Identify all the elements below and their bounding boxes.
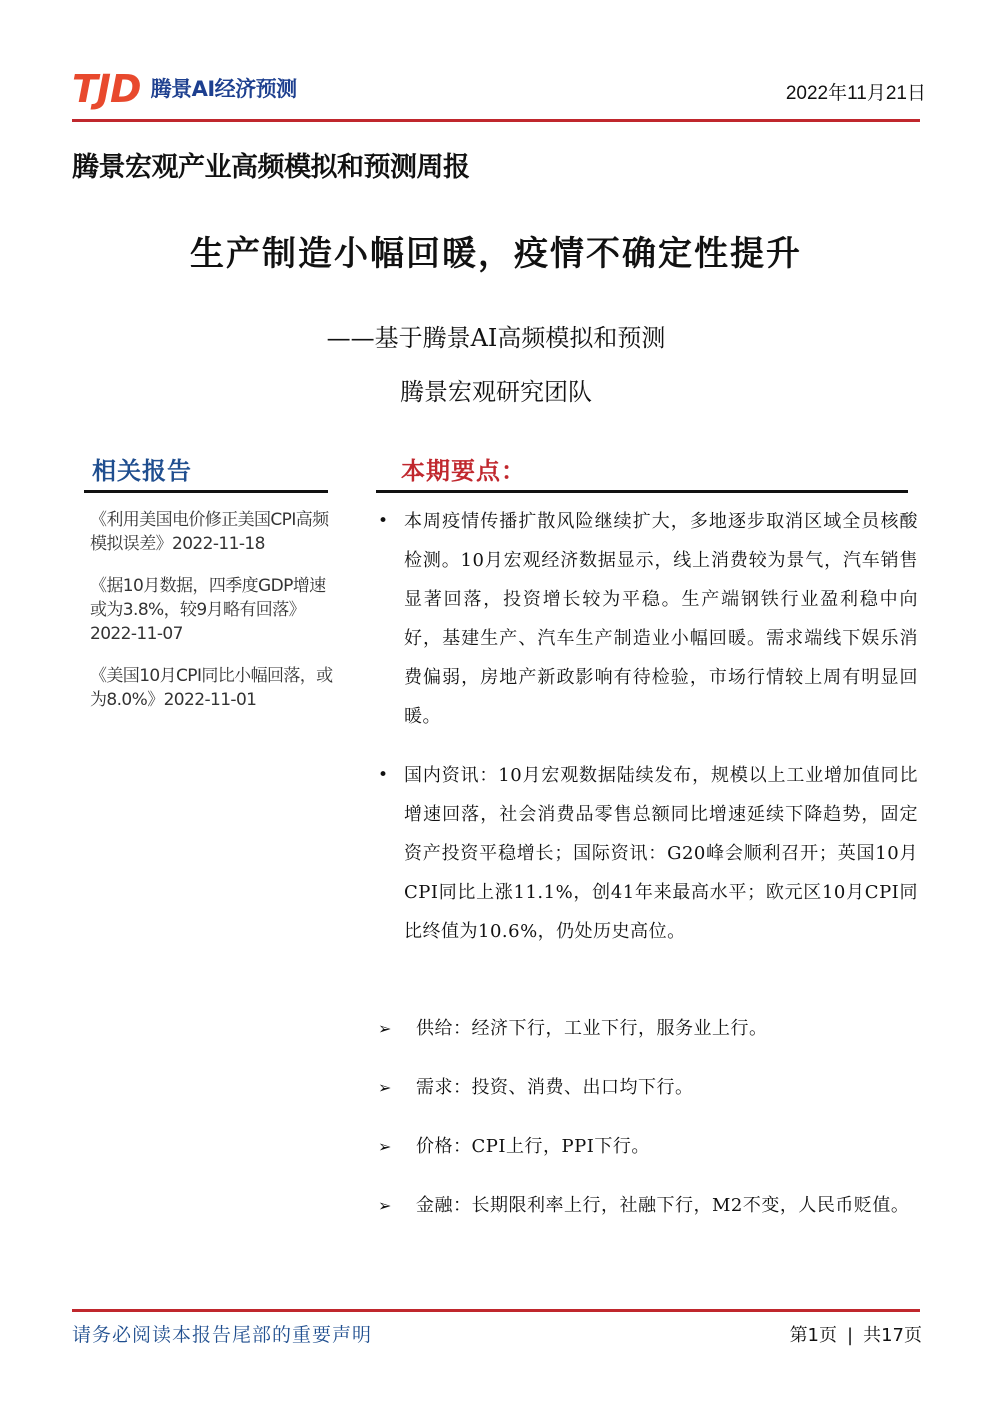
logo-text: 腾景AI经济预测: [150, 77, 297, 101]
weekly-report-title: 腾景宏观产业高频模拟和预测周报: [72, 152, 470, 183]
key-points-divider: [376, 490, 908, 493]
bullet-icon: •: [378, 511, 389, 531]
summary-item-price: [378, 1127, 918, 1166]
arrow-right-icon: ➢: [378, 1137, 392, 1156]
main-title: 生产制造小幅回暖，疫情不确定性提升: [190, 234, 802, 274]
related-report-item[interactable]: 《美国10月CPI同比小幅回落，或为8.0%》2022-11-01: [90, 666, 333, 710]
page-number: 第1页: [789, 1325, 838, 1346]
bullet-icon: •: [378, 765, 389, 785]
related-report-item[interactable]: 《据10月数据，四季度GDP增速或为3.8%，较9月略有回落》2022-11-07: [90, 576, 326, 644]
disclaimer-note: 请务必阅读本报告尾部的重要声明: [72, 1324, 373, 1346]
page-indicator: [790, 1321, 922, 1347]
footer-divider: [72, 1309, 920, 1312]
summary-text: 价格：CPI上行，PPI下行。: [416, 1136, 650, 1157]
key-point-bullet: [378, 502, 918, 736]
key-points-heading: 本期要点：: [401, 456, 526, 485]
summary-item-finance: [378, 1186, 918, 1225]
summary-text: 供给：经济下行，工业下行，服务业上行。: [416, 1018, 768, 1039]
summary-item-demand: [378, 1068, 918, 1107]
summary-text: 需求：投资、消费、出口均下行。: [416, 1077, 694, 1098]
arrow-right-icon: ➢: [378, 1078, 392, 1097]
author-team: 腾景宏观研究团队: [400, 378, 592, 406]
report-date: 2022年11月21日: [785, 83, 926, 104]
page-total: 共17页: [863, 1325, 922, 1346]
related-reports-heading: 相关报告: [92, 456, 192, 485]
key-point-text: 国内资讯：10月宏观数据陆续发布，规模以上工业增加值同比增速回落，社会消费品零售总额同比增速延续下降趋势，固定资产投资平稳增长；国际资讯：G20峰会顺利召开；英国10月CPI同比上涨11.1%，创41年来最高水平；欧元区10月CPI同比终值为10.6%，仍处历史高位。: [404, 765, 918, 942]
related-reports-divider: [84, 490, 328, 493]
logo-mark: TJD: [72, 67, 141, 111]
page-separator: |: [847, 1325, 854, 1346]
company-logo: [72, 67, 297, 111]
key-point-text: 本周疫情传播扩散风险继续扩大，多地逐步取消区域全员核酸检测。10月宏观经济数据显示，线上消费较为景气，汽车销售显著回落，投资增长较为平稳。生产端钢铁行业盈利稳中向好，基建生产、汽车生产制造业小幅回暖。需求端线下娱乐消费偏弱，房地产新政影响有待检验，市场行情较上周有明显回暖。: [404, 511, 918, 727]
summary-item-supply: [378, 1009, 918, 1048]
arrow-right-icon: ➢: [378, 1019, 392, 1038]
summary-text: 金融：长期限利率上行，社融下行，M2不变，人民币贬值。: [416, 1195, 910, 1216]
related-report-item[interactable]: 《利用美国电价修正美国CPI高频模拟误差》2022-11-18: [90, 510, 329, 554]
header-divider: [72, 119, 920, 122]
key-point-bullet: [378, 756, 918, 951]
related-reports-list: [90, 508, 340, 730]
arrow-right-icon: ➢: [378, 1196, 392, 1215]
subtitle: ——基于腾景AI高频模拟和预测: [326, 324, 666, 352]
